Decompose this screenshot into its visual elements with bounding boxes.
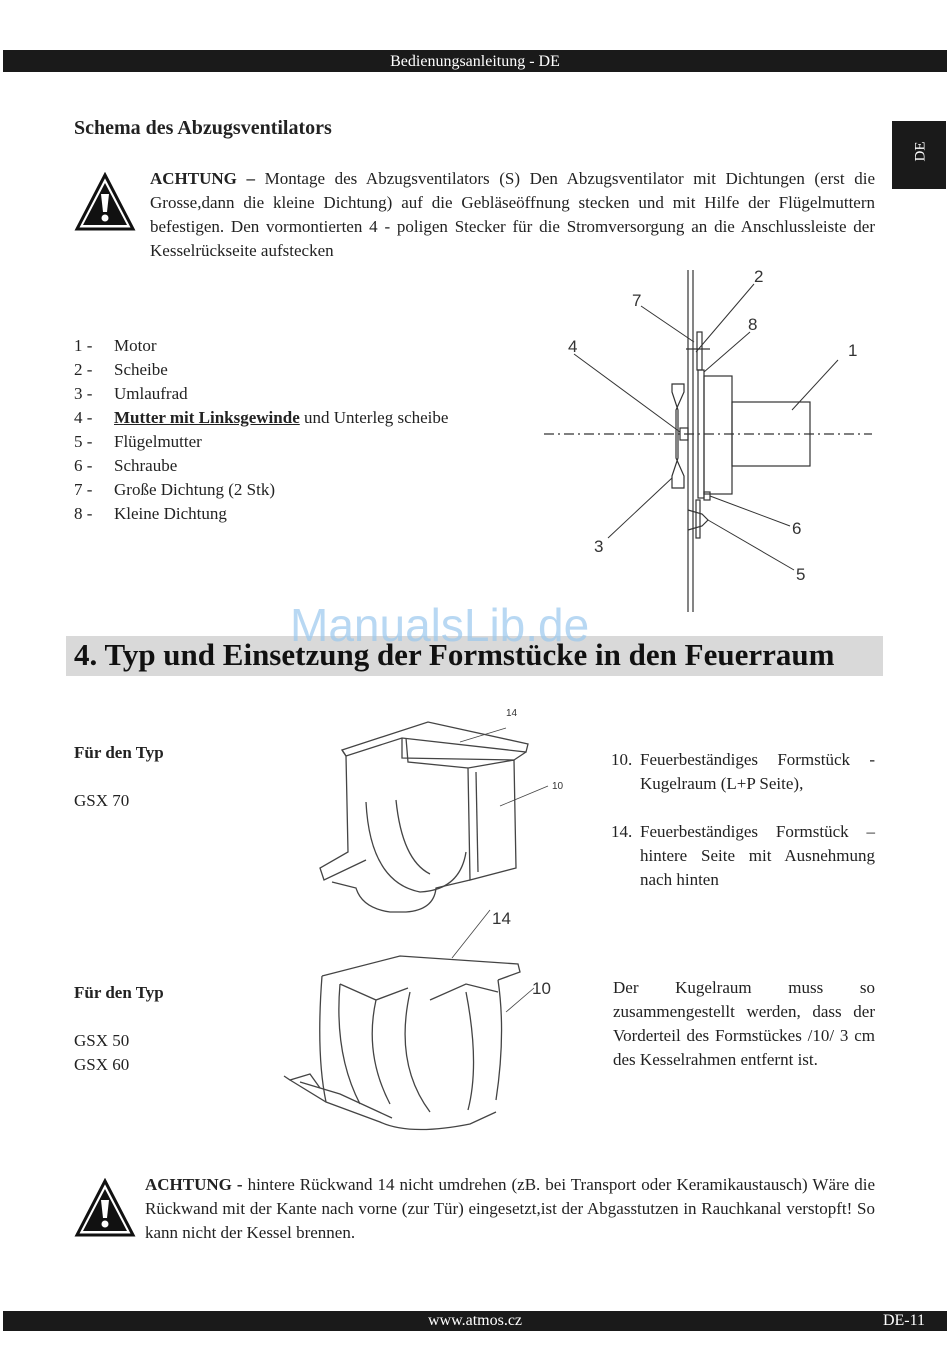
item-emphasis: Mutter mit Linksgewinde (114, 408, 300, 427)
list-item (74, 382, 474, 406)
item-text: Scheibe (114, 360, 168, 379)
section-title: Schema des Abzugsventilators (74, 117, 332, 139)
item-text: Kleine Dichtung (114, 504, 227, 523)
callout-label: 10 (532, 979, 551, 998)
callout-label: 4 (568, 337, 578, 356)
model-name: GSX 60 (74, 1055, 130, 1074)
item-text (114, 406, 448, 430)
list-item (611, 748, 875, 796)
type-label: Für den Typ (74, 743, 164, 762)
item-text: Motor (114, 336, 157, 355)
list-item (74, 430, 474, 454)
callout-label: 6 (792, 519, 802, 538)
item-number: 4 - (74, 408, 93, 427)
item-number: 3 - (74, 384, 93, 403)
item-number: 1 - (74, 336, 93, 355)
page-number: DE-11 (882, 1312, 925, 1329)
callout-label: 3 (594, 537, 604, 556)
model-name: GSX 70 (74, 791, 130, 810)
callout-label: 2 (754, 267, 764, 286)
item-number: 10. (611, 750, 633, 769)
warning-icon (74, 172, 136, 232)
header-title: Bedienungsanleitung - DE (390, 53, 560, 70)
type-label: Für den Typ (74, 983, 164, 1002)
parts-list (74, 334, 474, 526)
item-number: 8 - (74, 504, 93, 523)
item-number: 14. (611, 822, 633, 841)
list-item (74, 358, 474, 382)
list-item (74, 334, 474, 358)
callout-label: 14 (492, 909, 511, 928)
footer-url: www.atmos.cz (427, 1312, 523, 1329)
item-text: Feuerbeständiges Formstück – hintere Seite mit Ausnehmung nach hinten (640, 822, 875, 889)
callout-label: 10 (552, 781, 564, 792)
footer-bar (3, 1311, 947, 1331)
callout-label: 5 (796, 565, 806, 584)
warning-label: ACHTUNG – (150, 169, 255, 188)
callout-label: 7 (632, 291, 642, 310)
item-number: 2 - (74, 360, 93, 379)
warning-text (150, 167, 875, 263)
list-item (74, 406, 474, 430)
model-name: GSX 50 (74, 1031, 130, 1050)
item-text: Feuerbeständiges Formstück - Kugelraum (L+P Seite), (640, 750, 875, 793)
warning-body: Montage des Abzugsventilators (S) Den Abzugsventilator mit Dichtungen (erst die Grosse,dann die kleine Dichtung) auf die Gebläseöffnung stecken und mit Hilfe der Flügelmuttern befestigen. Den vormontierten 4 - poligen Stecker für die Stromversorgung an die Anschlussleiste der Kesselrückseite aufstecken (150, 169, 875, 260)
refractory-gsx70-figure (310, 702, 580, 914)
item-text: Schraube (114, 456, 178, 475)
fan-schematic-figure (538, 262, 878, 614)
list-item (74, 454, 474, 478)
item-rest: und Unterleg scheibe (299, 408, 449, 427)
assembly-note: Der Kugelraum muss so zusammengestellt werden, dass der Vorderteil des Formstückes /10/ 3 cm des Kesselrahmen entfernt ist. (613, 978, 875, 1069)
watermark: ManualsLib.de (290, 599, 590, 651)
item-number: 5 - (74, 432, 93, 451)
chapter-heading: 4. Typ und Einsetzung der Formstücke in den Feuerraum (74, 637, 835, 672)
warning-text (145, 1173, 875, 1245)
item-text: Umlaufrad (114, 384, 188, 403)
item-number: 6 - (74, 456, 93, 475)
warning-body: hintere Rückwand 14 nicht umdrehen (zB. bei Transport oder Keramikaustausch) Wäre die Rückwand mit der Kante nach vorne (zur Tür) eingesetzt,ist der Abgasstutzen in Rauchkanal verstopft! So kann nicht der Kessel brennen. (145, 1175, 875, 1242)
item-text: Große Dichtung (2 Stk) (114, 480, 276, 499)
header-bar (3, 50, 947, 72)
warning-icon (74, 1178, 136, 1238)
item-number: 7 - (74, 480, 93, 499)
language-tab (892, 121, 946, 189)
callout-label: 14 (506, 708, 518, 719)
item-text: Flügelmutter (114, 432, 202, 451)
list-item (611, 820, 875, 892)
warning-label: ACHTUNG - (145, 1175, 243, 1194)
callout-label: 8 (748, 315, 758, 334)
refractory-gsx50-60-figure (280, 904, 570, 1144)
language-tab-label: DE (912, 141, 929, 162)
list-item (74, 502, 474, 526)
list-item (74, 478, 474, 502)
parts-description (611, 748, 875, 892)
callout-label: 1 (848, 341, 858, 360)
